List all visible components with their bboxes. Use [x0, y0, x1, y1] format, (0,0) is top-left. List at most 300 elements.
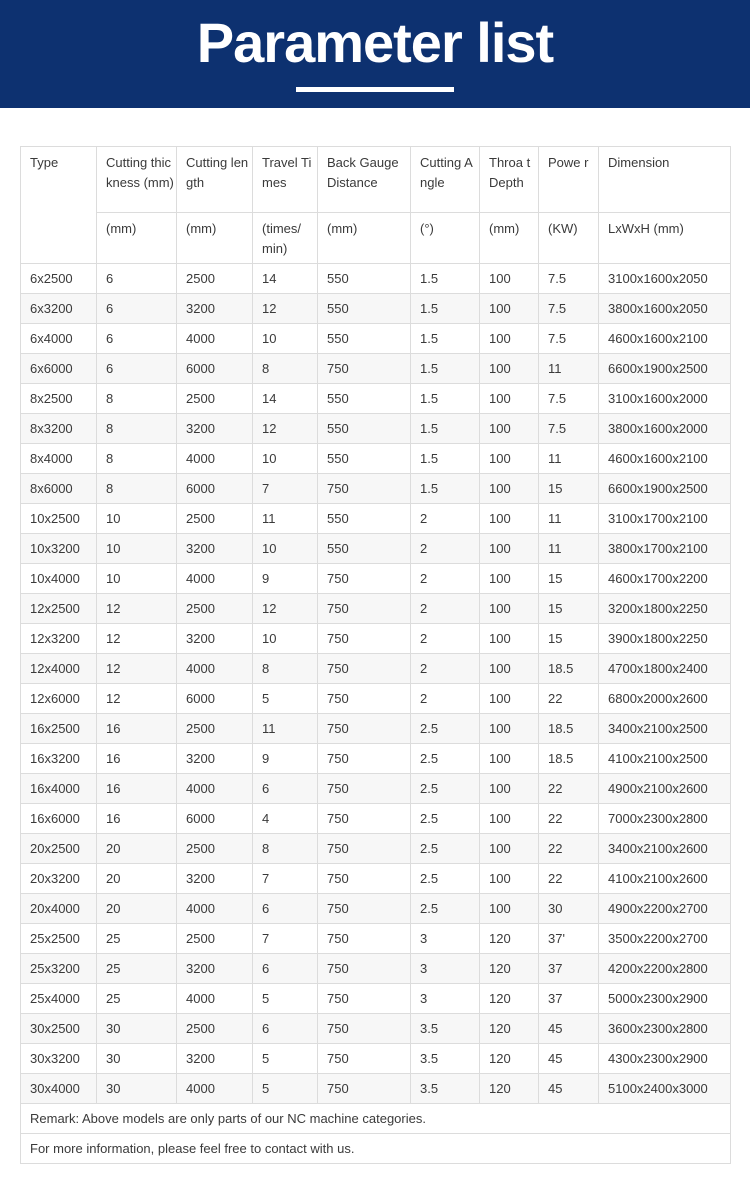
table-cell: 750: [318, 474, 411, 504]
table-cell: 5: [253, 1044, 318, 1074]
table-cell: 3: [411, 954, 480, 984]
table-cell: 16: [97, 804, 177, 834]
table-row: [21, 474, 731, 504]
table-cell: 3200: [177, 624, 253, 654]
header-cell: Dimension: [599, 147, 731, 213]
header-cell: Cutting thickness (mm): [97, 147, 177, 213]
table-cell: 7000x2300x2800: [599, 804, 731, 834]
table-cell: 16: [97, 774, 177, 804]
table-cell: 100: [480, 474, 539, 504]
table-cell: 12: [97, 594, 177, 624]
table-cell: 100: [480, 804, 539, 834]
table-cell: 6000: [177, 804, 253, 834]
table-cell: 3.5: [411, 1074, 480, 1104]
table-row: [21, 744, 731, 774]
table-cell: 20: [97, 834, 177, 864]
table-cell: 30x3200: [21, 1044, 97, 1074]
table-cell: 2.5: [411, 774, 480, 804]
table-cell: 12x4000: [21, 654, 97, 684]
table-cell: 750: [318, 954, 411, 984]
table-row: [21, 294, 731, 324]
table-row: [21, 984, 731, 1014]
table-cell: 10: [97, 564, 177, 594]
table-cell: 22: [539, 774, 599, 804]
table-row: [21, 504, 731, 534]
table-cell: 25x2500: [21, 924, 97, 954]
table-cell: 10: [253, 624, 318, 654]
table-row: [21, 684, 731, 714]
table-cell: 100: [480, 774, 539, 804]
remark-row: [21, 1134, 731, 1164]
table-cell: 12: [97, 624, 177, 654]
table-cell: 3100x1600x2050: [599, 264, 731, 294]
table-cell: 2: [411, 624, 480, 654]
table-cell: 8x3200: [21, 414, 97, 444]
table-row: [21, 774, 731, 804]
table-cell: 3800x1600x2000: [599, 414, 731, 444]
table-cell: 1.5: [411, 294, 480, 324]
table-cell: 4600x1600x2100: [599, 444, 731, 474]
table-cell: 11: [539, 354, 599, 384]
table-cell: 10x4000: [21, 564, 97, 594]
table-cell: 2500: [177, 264, 253, 294]
table-cell: 100: [480, 564, 539, 594]
table-cell: 3.5: [411, 1044, 480, 1074]
table-row: [21, 354, 731, 384]
table-cell: 4900x2200x2700: [599, 894, 731, 924]
table-cell: 25: [97, 924, 177, 954]
table-cell: 30x2500: [21, 1014, 97, 1044]
table-cell: 12x6000: [21, 684, 97, 714]
table-cell: 100: [480, 504, 539, 534]
table-cell: 4100x2100x2500: [599, 744, 731, 774]
table-cell: 6: [97, 264, 177, 294]
unit-cell: (mm): [318, 213, 411, 264]
table-cell: 1.5: [411, 324, 480, 354]
table-cell: 2: [411, 684, 480, 714]
table-cell: 4700x1800x2400: [599, 654, 731, 684]
table-cell: 750: [318, 354, 411, 384]
table-cell: 750: [318, 624, 411, 654]
table-cell: 2.5: [411, 864, 480, 894]
table-cell: 3100x1600x2000: [599, 384, 731, 414]
table-cell: 22: [539, 684, 599, 714]
table-cell: 6600x1900x2500: [599, 474, 731, 504]
table-cell: 18.5: [539, 714, 599, 744]
table-cell: 100: [480, 714, 539, 744]
table-cell: 2: [411, 654, 480, 684]
unit-cell: LxWxH (mm): [599, 213, 731, 264]
table-cell: 11: [539, 534, 599, 564]
table-cell: 120: [480, 1074, 539, 1104]
table-cell: 6800x2000x2600: [599, 684, 731, 714]
table-cell: 120: [480, 924, 539, 954]
table-cell: 6: [253, 954, 318, 984]
table-cell: 7: [253, 474, 318, 504]
header-cell: Throa t Depth: [480, 147, 539, 213]
table-cell: 750: [318, 654, 411, 684]
header-cell: Back Gauge Distance: [318, 147, 411, 213]
table-row: [21, 534, 731, 564]
table-cell: 11: [539, 444, 599, 474]
table-cell: 2500: [177, 384, 253, 414]
table-cell: 12: [253, 594, 318, 624]
table-cell: 16x3200: [21, 744, 97, 774]
table-cell: 6: [253, 774, 318, 804]
table-cell: 16x2500: [21, 714, 97, 744]
table-cell: 100: [480, 684, 539, 714]
header-cell: Cutting length: [177, 147, 253, 213]
table-row: [21, 264, 731, 294]
table-cell: 37': [539, 924, 599, 954]
header-cell: Travel Times: [253, 147, 318, 213]
table-cell: 5: [253, 1074, 318, 1104]
table-cell: 8x6000: [21, 474, 97, 504]
table-cell: 3400x2100x2500: [599, 714, 731, 744]
table-cell: 3200: [177, 534, 253, 564]
table-cell: 10x2500: [21, 504, 97, 534]
table-cell: 2500: [177, 504, 253, 534]
table-cell: 2500: [177, 714, 253, 744]
table-row: [21, 834, 731, 864]
table-cell: 120: [480, 954, 539, 984]
table-cell: 5100x2400x3000: [599, 1074, 731, 1104]
header-cell: Powe r: [539, 147, 599, 213]
table-cell: 14: [253, 384, 318, 414]
table-cell: 4600x1600x2100: [599, 324, 731, 354]
table-body: [21, 264, 731, 1104]
table-cell: 100: [480, 864, 539, 894]
unit-cell: (mm): [97, 213, 177, 264]
table-cell: 25x4000: [21, 984, 97, 1014]
table-cell: 15: [539, 474, 599, 504]
table-cell: 550: [318, 384, 411, 414]
table-cell: 2.5: [411, 714, 480, 744]
table-cell: 10: [97, 534, 177, 564]
table-cell: 18.5: [539, 744, 599, 774]
table-cell: 45: [539, 1014, 599, 1044]
table-row: [21, 444, 731, 474]
table-cell: 22: [539, 834, 599, 864]
table-cell: 20x2500: [21, 834, 97, 864]
table-cell: 16x4000: [21, 774, 97, 804]
table-cell: 120: [480, 1014, 539, 1044]
table-cell: 3500x2200x2700: [599, 924, 731, 954]
table-cell: 3600x2300x2800: [599, 1014, 731, 1044]
table-row: [21, 1014, 731, 1044]
table-cell: 3800x1700x2100: [599, 534, 731, 564]
table-cell: 4000: [177, 774, 253, 804]
table-cell: 5000x2300x2900: [599, 984, 731, 1014]
remark-row: [21, 1104, 731, 1134]
table-cell: 2.5: [411, 744, 480, 774]
table-cell: 12x2500: [21, 594, 97, 624]
table-cell: 2.5: [411, 804, 480, 834]
table-cell: 25x3200: [21, 954, 97, 984]
table-cell: 100: [480, 594, 539, 624]
table-cell: 11: [539, 504, 599, 534]
table-cell: 1.5: [411, 264, 480, 294]
table-cell: 750: [318, 984, 411, 1014]
table-cell: 1.5: [411, 354, 480, 384]
table-cell: 3200x1800x2250: [599, 594, 731, 624]
table-cell: 120: [480, 1044, 539, 1074]
table-cell: 2: [411, 594, 480, 624]
table-cell: 6000: [177, 354, 253, 384]
table-cell: 30x4000: [21, 1074, 97, 1104]
table-cell: 4200x2200x2800: [599, 954, 731, 984]
table-cell: 100: [480, 894, 539, 924]
table-cell: 4900x2100x2600: [599, 774, 731, 804]
table-cell: 5: [253, 984, 318, 1014]
table-cell: 6: [97, 294, 177, 324]
table-cell: 3200: [177, 1044, 253, 1074]
table-row: [21, 864, 731, 894]
table-cell: 30: [97, 1074, 177, 1104]
table-cell: 25: [97, 984, 177, 1014]
page-title: Parameter list: [196, 11, 554, 74]
table-cell: 6000: [177, 474, 253, 504]
table-cell: 2.5: [411, 834, 480, 864]
unit-cell: (KW): [539, 213, 599, 264]
table-cell: 750: [318, 594, 411, 624]
table-cell: 4000: [177, 324, 253, 354]
table-cell: 120: [480, 984, 539, 1014]
table-cell: 2500: [177, 924, 253, 954]
table-cell: 100: [480, 384, 539, 414]
table-cell: 6600x1900x2500: [599, 354, 731, 384]
table-row: [21, 714, 731, 744]
contact-text: For more information, please feel free to contact with us.: [21, 1134, 731, 1164]
unit-cell: (°): [411, 213, 480, 264]
units-row: [21, 213, 731, 264]
table-cell: 750: [318, 714, 411, 744]
table-cell: 5: [253, 684, 318, 714]
table-cell: 37: [539, 954, 599, 984]
remark-text: Remark: Above models are only parts of our NC machine categories.: [21, 1104, 731, 1134]
table-row: [21, 594, 731, 624]
table-cell: 2500: [177, 1014, 253, 1044]
table-cell: 8: [253, 354, 318, 384]
table-cell: 14: [253, 264, 318, 294]
table-cell: 8: [97, 444, 177, 474]
table-cell: 1.5: [411, 444, 480, 474]
table-row: [21, 804, 731, 834]
table-cell: 750: [318, 1074, 411, 1104]
table-cell: 100: [480, 294, 539, 324]
table-cell: 3200: [177, 954, 253, 984]
table-cell: 10: [97, 504, 177, 534]
table-cell: 3800x1600x2050: [599, 294, 731, 324]
table-cell: 20x4000: [21, 894, 97, 924]
header-row: [21, 147, 731, 213]
table-cell: 10: [253, 534, 318, 564]
table-cell: 6: [253, 1014, 318, 1044]
table-cell: 4000: [177, 984, 253, 1014]
table-row: [21, 564, 731, 594]
table-cell: 8: [253, 654, 318, 684]
table-row: [21, 954, 731, 984]
table-cell: 8: [97, 474, 177, 504]
table-cell: 100: [480, 354, 539, 384]
table-cell: 750: [318, 684, 411, 714]
table-cell: 100: [480, 744, 539, 774]
table-cell: 20x3200: [21, 864, 97, 894]
table-cell: 1.5: [411, 474, 480, 504]
table-cell: 3200: [177, 864, 253, 894]
table-row: [21, 894, 731, 924]
table-cell: 8: [97, 414, 177, 444]
table-cell: 750: [318, 864, 411, 894]
table-cell: 4000: [177, 654, 253, 684]
table-cell: 45: [539, 1044, 599, 1074]
table-cell: 8: [253, 834, 318, 864]
table-cell: 2: [411, 504, 480, 534]
table-cell: 30: [539, 894, 599, 924]
table-cell: 3.5: [411, 1014, 480, 1044]
table-cell: 12x3200: [21, 624, 97, 654]
table-cell: 2500: [177, 594, 253, 624]
table-cell: 22: [539, 804, 599, 834]
table-cell: 550: [318, 534, 411, 564]
table-cell: 550: [318, 294, 411, 324]
table-row: [21, 414, 731, 444]
table-cell: 2: [411, 564, 480, 594]
table-cell: 3200: [177, 294, 253, 324]
table-cell: 100: [480, 414, 539, 444]
table-cell: 100: [480, 324, 539, 354]
table-cell: 550: [318, 444, 411, 474]
table-cell: 18.5: [539, 654, 599, 684]
table-cell: 7.5: [539, 294, 599, 324]
table-cell: 3: [411, 984, 480, 1014]
table-cell: 12: [97, 654, 177, 684]
table-cell: 12: [253, 294, 318, 324]
table-cell: 45: [539, 1074, 599, 1104]
table-cell: 4600x1700x2200: [599, 564, 731, 594]
table-cell: 6000: [177, 684, 253, 714]
table-cell: 12: [253, 414, 318, 444]
table-row: [21, 624, 731, 654]
table-cell: 1.5: [411, 384, 480, 414]
table-cell: 6: [97, 354, 177, 384]
table-cell: 100: [480, 654, 539, 684]
parameter-table: [20, 146, 731, 1164]
table-cell: 16x6000: [21, 804, 97, 834]
table-cell: 6x3200: [21, 294, 97, 324]
table-cell: 37: [539, 984, 599, 1014]
unit-cell: (mm): [177, 213, 253, 264]
table-cell: 4000: [177, 564, 253, 594]
table-cell: 1.5: [411, 414, 480, 444]
table-cell: 3100x1700x2100: [599, 504, 731, 534]
unit-cell: (mm): [480, 213, 539, 264]
table-cell: 30: [97, 1014, 177, 1044]
table-cell: 750: [318, 834, 411, 864]
table-cell: 12: [97, 684, 177, 714]
table-cell: 10: [253, 444, 318, 474]
table-cell: 9: [253, 744, 318, 774]
table-cell: 25: [97, 954, 177, 984]
table-cell: 2500: [177, 834, 253, 864]
table-cell: 750: [318, 744, 411, 774]
table-cell: 4: [253, 804, 318, 834]
table-cell: 6x6000: [21, 354, 97, 384]
table-cell: 7.5: [539, 324, 599, 354]
table-cell: 4000: [177, 1074, 253, 1104]
table-cell: 550: [318, 264, 411, 294]
table-cell: 750: [318, 804, 411, 834]
table-cell: 750: [318, 1014, 411, 1044]
table-cell: 11: [253, 504, 318, 534]
table-cell: 550: [318, 414, 411, 444]
table-cell: 3400x2100x2600: [599, 834, 731, 864]
table-cell: 7: [253, 864, 318, 894]
table-cell: 15: [539, 594, 599, 624]
table-cell: 9: [253, 564, 318, 594]
table-cell: 20: [97, 864, 177, 894]
table-cell: 4000: [177, 444, 253, 474]
table-row: [21, 324, 731, 354]
table-cell: 6x2500: [21, 264, 97, 294]
table-cell: 11: [253, 714, 318, 744]
table-cell: 15: [539, 564, 599, 594]
table-cell: 30: [97, 1044, 177, 1074]
table-header: [21, 147, 731, 264]
table-cell: 100: [480, 534, 539, 564]
table-cell: 3200: [177, 414, 253, 444]
header-cell: Type: [21, 147, 97, 264]
unit-cell: (times/ min): [253, 213, 318, 264]
table-cell: 4100x2100x2600: [599, 864, 731, 894]
table-cell: 100: [480, 264, 539, 294]
table-cell: 2: [411, 534, 480, 564]
table-cell: 15: [539, 624, 599, 654]
table-cell: 6x4000: [21, 324, 97, 354]
table-remarks: [21, 1104, 731, 1164]
table-cell: 3900x1800x2250: [599, 624, 731, 654]
header-cell: Cutting Angle: [411, 147, 480, 213]
table-cell: 3: [411, 924, 480, 954]
table-cell: 10x3200: [21, 534, 97, 564]
table-cell: 550: [318, 504, 411, 534]
table-cell: 7: [253, 924, 318, 954]
table-row: [21, 384, 731, 414]
table-cell: 750: [318, 894, 411, 924]
header-banner: [0, 0, 750, 108]
table-cell: 8x4000: [21, 444, 97, 474]
table-cell: 100: [480, 624, 539, 654]
table-cell: 20: [97, 894, 177, 924]
table-row: [21, 924, 731, 954]
table-cell: 8x2500: [21, 384, 97, 414]
table-cell: 4000: [177, 894, 253, 924]
table-row: [21, 1044, 731, 1074]
table-cell: 16: [97, 744, 177, 774]
table-cell: 4300x2300x2900: [599, 1044, 731, 1074]
table-cell: 550: [318, 324, 411, 354]
table-cell: 8: [97, 384, 177, 414]
table-row: [21, 1074, 731, 1104]
table-cell: 2.5: [411, 894, 480, 924]
table-cell: 750: [318, 774, 411, 804]
table-cell: 22: [539, 864, 599, 894]
table-cell: 7.5: [539, 264, 599, 294]
table-cell: 6: [97, 324, 177, 354]
table-cell: 750: [318, 924, 411, 954]
table-cell: 750: [318, 1044, 411, 1074]
table-cell: 10: [253, 324, 318, 354]
